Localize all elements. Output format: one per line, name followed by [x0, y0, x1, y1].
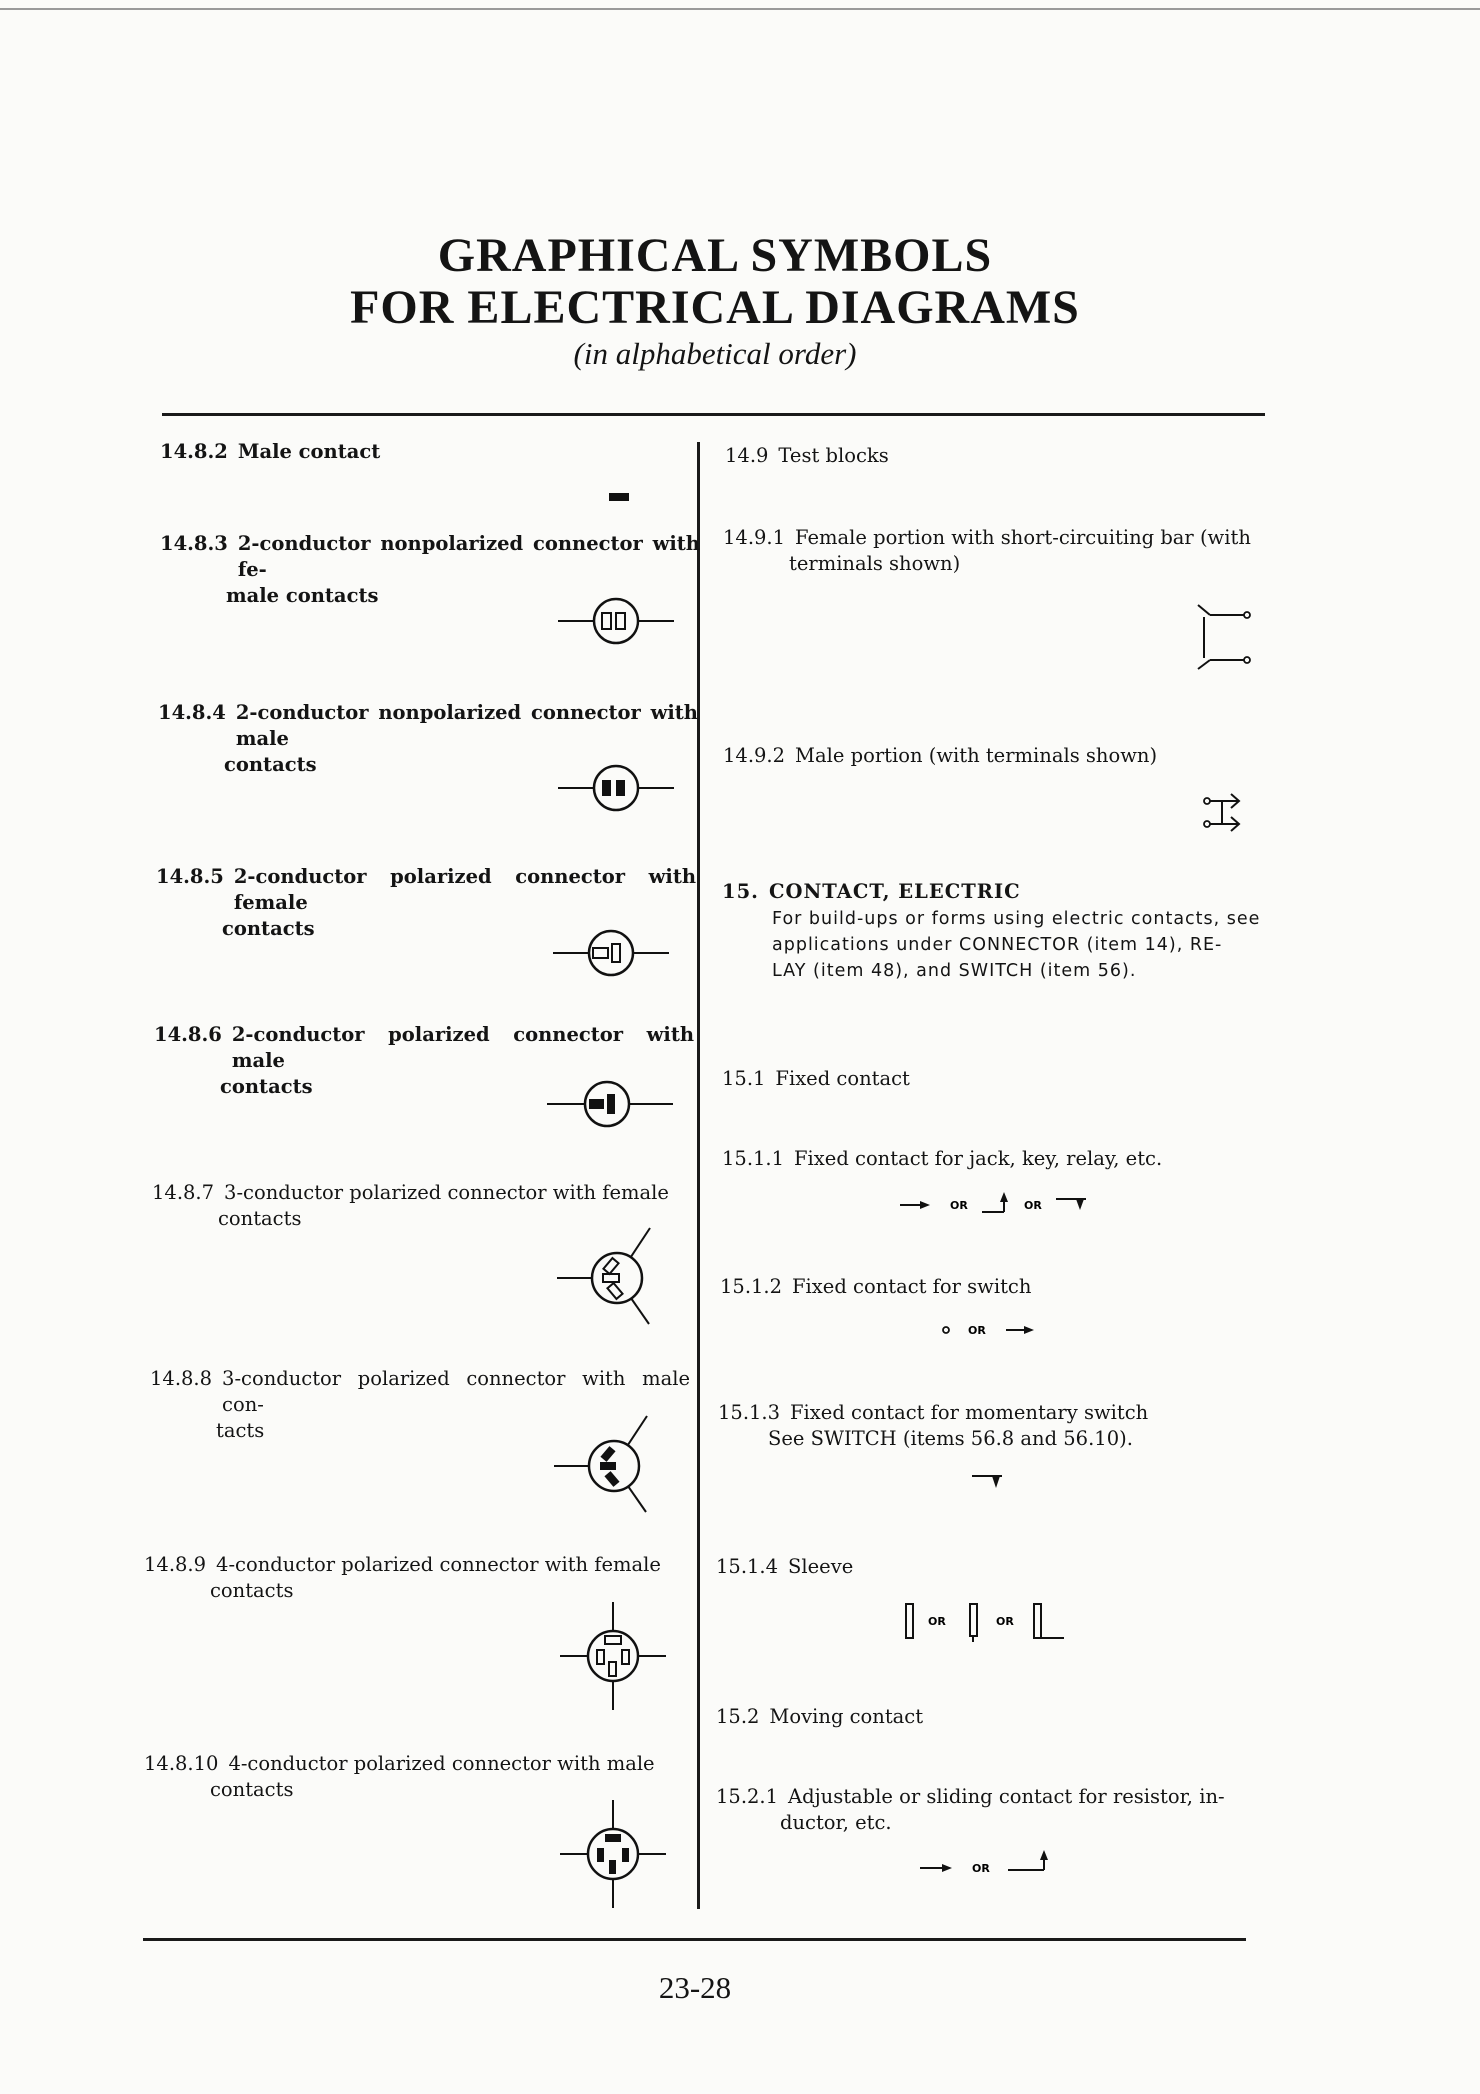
entry-number: 15.1.4 [716, 1555, 779, 1578]
or-label: OR [950, 1199, 968, 1212]
entry-15-2 [716, 1704, 1262, 1730]
connector-2c-nonpolarized-male-symbol [556, 763, 676, 813]
entry-text-cont: male contacts [226, 584, 379, 607]
entry-number: 14.8.5 [156, 865, 224, 888]
footer-rule [143, 1938, 1246, 1941]
entry-text-cont: tacts [216, 1419, 265, 1442]
connector-3c-polarized-female-symbol [555, 1225, 655, 1325]
entry-14-9 [725, 443, 1265, 469]
or-label: OR [968, 1324, 986, 1337]
entry-number: 14.8.10 [144, 1752, 219, 1775]
entry-text: Male contact [237, 440, 381, 463]
entry-text: Adjustable or sliding contact for resistor, in- [788, 1785, 1225, 1808]
entry-text: Moving contact [769, 1705, 924, 1728]
entry-number: 14.8.8 [150, 1367, 213, 1390]
entry-number: 14.8.9 [144, 1553, 207, 1576]
entry-14-9-2 [723, 743, 1265, 769]
entry-text: 3-conductor polarized connector with female [224, 1181, 669, 1204]
entry-text: Fixed contact for momentary switch [790, 1401, 1149, 1424]
entry-number: 14.9.1 [723, 526, 786, 549]
or-label: OR [1024, 1199, 1042, 1212]
connector-4c-polarized-female-symbol [558, 1600, 668, 1712]
male-contact-symbol [605, 490, 635, 504]
entry-number: 15.1 [722, 1067, 766, 1090]
entry-number: 15.1.3 [718, 1401, 781, 1424]
entry-text: 2-conductor polarized connector with male [231, 1023, 694, 1072]
entry-text: Fixed contact for jack, key, relay, etc. [794, 1147, 1163, 1170]
entry-text-cont: contacts [210, 1778, 294, 1801]
or-label: OR [972, 1862, 990, 1875]
contact-note [772, 906, 1266, 984]
column-divider [697, 442, 700, 1909]
entry-number: 15.2 [716, 1705, 760, 1728]
male-contact-pin [609, 493, 629, 501]
entry-15-1-2 [720, 1274, 1262, 1300]
entry-number: 14.9 [725, 444, 769, 467]
test-block-male-symbol [1202, 788, 1252, 838]
entry-text-cont: contacts [224, 753, 317, 776]
entry-15-1 [722, 1066, 1264, 1092]
entry-text-cont: ductor, etc. [780, 1811, 892, 1834]
entry-14-9-1 [723, 525, 1265, 577]
entry-15-1-4 [716, 1554, 1262, 1580]
contact-note-line3: LAY (item 48), and SWITCH (item 56). [772, 961, 1137, 981]
connector-2c-nonpolarized-female-symbol [556, 596, 676, 646]
entry-text: 2-conductor nonpolarized connector with male [235, 701, 698, 750]
entry-text-cont: See SWITCH (items 56.8 and 56.10). [768, 1427, 1133, 1450]
entry-text: Sleeve [788, 1555, 854, 1578]
entry-text: Fixed contact for switch [792, 1275, 1032, 1298]
entry-text: Fixed contact [775, 1067, 910, 1090]
entry-text: 3-conductor polarized connector with male con- [222, 1367, 690, 1416]
test-block-female-symbol [1196, 603, 1256, 673]
entry-14-8-2 [160, 439, 700, 465]
entry-number: 14.9.2 [723, 744, 786, 767]
entry-15-2-1 [716, 1784, 1248, 1836]
entry-number: 15. [722, 880, 759, 903]
contact-note-line2: applications under CONNECTOR (item 14), RE- [772, 935, 1223, 955]
entry-text: Male portion (with terminals shown) [795, 744, 1158, 767]
entry-number: 15.1.1 [722, 1147, 785, 1170]
entry-text: Female portion with short-circuiting bar (with [795, 526, 1251, 549]
entry-number: 14.8.6 [154, 1023, 222, 1046]
fixed-contact-jack-symbols [898, 1190, 1098, 1220]
entry-14-8-10 [144, 1751, 688, 1803]
entry-text-cont: contacts [210, 1579, 294, 1602]
entry-text-cont: terminals shown) [789, 552, 961, 575]
entry-number: 15.2.1 [716, 1785, 779, 1808]
entry-number: 14.8.2 [160, 440, 228, 463]
entry-text-cont: contacts [218, 1207, 302, 1230]
contact-note-line1: For build-ups or forms using electric contacts, see [772, 909, 1261, 929]
connector-2c-polarized-male-symbol [545, 1079, 675, 1129]
entry-number: 14.8.3 [160, 532, 228, 555]
fixed-contact-switch-symbols [940, 1318, 1040, 1342]
entry-14-8-9 [144, 1552, 688, 1604]
entry-text: 2-conductor nonpolarized connector with fe- [237, 532, 700, 581]
or-label: OR [996, 1615, 1014, 1628]
entry-text: 2-conductor polarized connector with female [233, 865, 696, 914]
entry-15 [722, 879, 1264, 905]
connector-3c-polarized-male-symbol [552, 1413, 652, 1513]
entry-15-1-3 [718, 1400, 1264, 1452]
fixed-contact-momentary-symbol [970, 1470, 1006, 1494]
or-label: OR [928, 1615, 946, 1628]
page-title-line1: GRAPHICAL SYMBOLS [437, 229, 993, 282]
entry-text: Test blocks [778, 444, 889, 467]
sliding-contact-symbols [918, 1848, 1048, 1878]
scan-top-edge [0, 8, 1480, 10]
page-number: 23-28 [658, 1970, 732, 2005]
page-title-line2: FOR ELECTRICAL DIAGRAMS [350, 281, 1080, 334]
header-rule [162, 413, 1265, 416]
entry-number: 14.8.4 [158, 701, 226, 724]
entry-number: 14.8.7 [152, 1181, 215, 1204]
entry-15-1-1 [722, 1146, 1264, 1172]
entry-text-cont: contacts [222, 917, 315, 940]
entry-number: 15.1.2 [720, 1275, 783, 1298]
sleeve-symbols [900, 1600, 1070, 1644]
connector-2c-polarized-female-symbol [551, 928, 671, 978]
connector-4c-polarized-male-symbol [558, 1798, 668, 1910]
entry-text: 4-conductor polarized connector with male [228, 1752, 655, 1775]
section-heading: CONTACT, ELECTRIC [768, 880, 1021, 903]
page-subtitle: (in alphabetical order) [573, 336, 857, 371]
entry-text-cont: contacts [220, 1075, 313, 1098]
entry-text: 4-conductor polarized connector with female [216, 1553, 661, 1576]
